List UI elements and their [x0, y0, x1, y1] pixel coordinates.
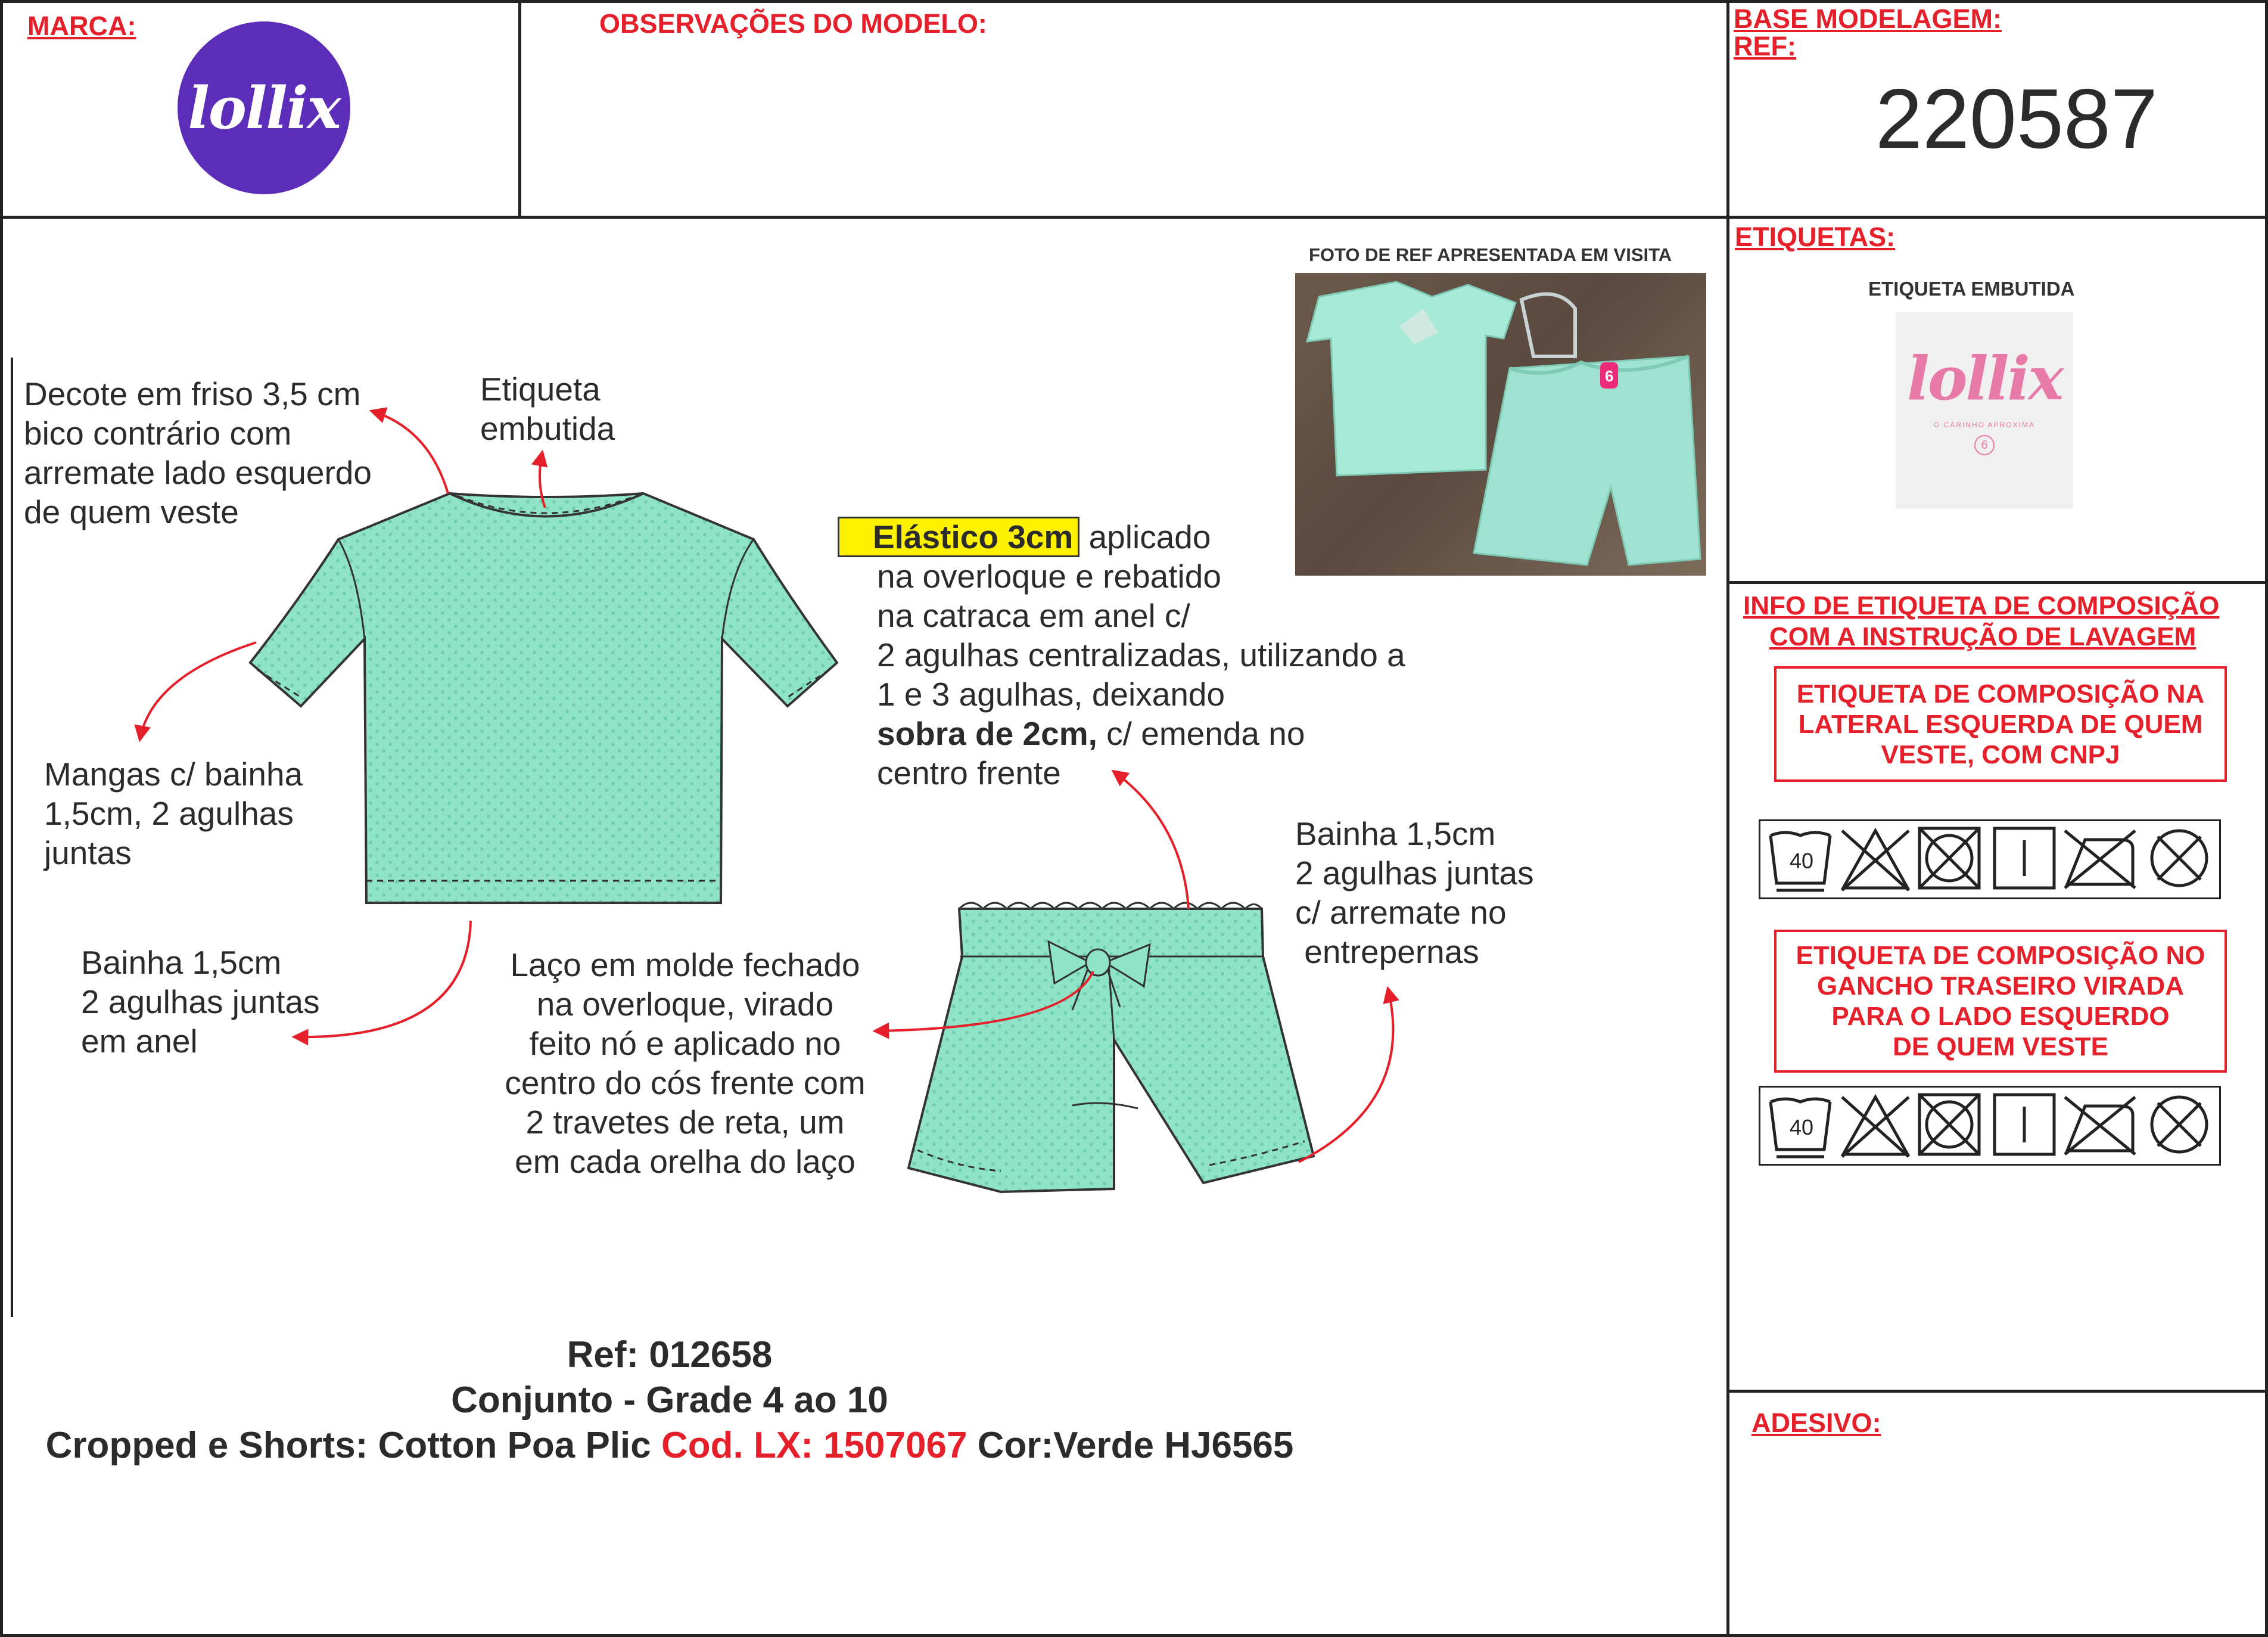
note-shorts-hem-line4: entrepernas	[1295, 933, 1479, 970]
note-bow-line4: centro do cós frente com	[505, 1064, 866, 1101]
note-top-hem	[81, 943, 320, 1061]
note-neckline	[24, 374, 372, 532]
note-top-hem-line1: Bainha 1,5cm	[81, 944, 282, 981]
footer-desc: Cropped e Shorts: Cotton Poa Plic	[45, 1425, 661, 1466]
note-elastic-line5: 1 e 3 agulhas, deixando	[877, 676, 1225, 713]
note-neckline-line1: Decote em friso 3,5 cm	[24, 375, 361, 412]
note-shorts-hem	[1295, 814, 1534, 971]
labels-divider	[1726, 581, 2268, 584]
composition-box-crotch-line2: GANCHO TRASEIRO VIRADA	[1816, 971, 2185, 1001]
composition-box-crotch-line3: PARA O LADO ESQUERDO	[1831, 1002, 2170, 1031]
note-sleeves-line2: 1,5cm, 2 agulhas	[44, 795, 294, 832]
no-iron-icon	[2065, 831, 2135, 888]
composition-box-lateral-line3: VESTE, COM CNPJ	[1881, 740, 2120, 769]
note-shorts-hem-line3: c/ arremate no	[1295, 894, 1507, 931]
label-tagline: O CARINHO APROXIMA	[1933, 421, 2036, 429]
no-dry-clean-icon	[2152, 831, 2207, 886]
note-tag	[480, 369, 615, 448]
wash-temp-text: 40	[1790, 1115, 1814, 1139]
footer-color: Cor:Verde HJ6565	[967, 1425, 1294, 1466]
composition-box-lateral	[1774, 666, 2227, 782]
shorts-drawing	[909, 903, 1314, 1192]
wash-40-icon	[1771, 833, 1830, 890]
note-elastic-last: centro frente	[877, 754, 1061, 791]
brand-label-sample	[1896, 312, 2073, 509]
note-elastic-line3: na catraca em anel c/	[877, 597, 1190, 634]
frame-bottom	[0, 1634, 2268, 1637]
note-bow-line3: feito nó e aplicado no	[529, 1025, 841, 1062]
adhesive-divider	[1726, 1390, 2268, 1393]
no-iron-icon	[2065, 1097, 2135, 1154]
adhesive-title: ADESIVO:	[1751, 1408, 1881, 1438]
note-shorts-hem-line2: 2 agulhas juntas	[1295, 855, 1534, 892]
no-tumble-dry-icon	[1919, 828, 1979, 888]
label-size-badge: 6	[1974, 435, 1995, 455]
label-logo-text: lollix	[1906, 343, 2062, 414]
note-tag-line2: embutida	[480, 410, 615, 447]
brand-label: MARCA:	[27, 11, 136, 41]
note-bow-line2: na overloque, virado	[536, 986, 834, 1023]
elastic-after-bold: c/ emenda no	[1097, 715, 1305, 752]
composition-box-crotch-line1: ETIQUETA DE COMPOSIÇÃO NO	[1796, 941, 2205, 970]
brand-logo-text: lollix	[188, 74, 340, 142]
embedded-label-caption: ETIQUETA EMBUTIDA	[1868, 278, 2075, 300]
note-neckline-line3: arremate lado esquerdo	[24, 454, 372, 491]
composition-box-crotch	[1774, 930, 2227, 1073]
composition-title-line2: COM A INSTRUÇÃO DE LAVAGEM	[1769, 622, 2197, 651]
composition-box-lateral-line2: LATERAL ESQUERDA DE QUEM	[1798, 709, 2203, 739]
note-top-hem-line3: em anel	[81, 1023, 198, 1060]
care-symbols-row-2	[1759, 1086, 2221, 1166]
composition-box-crotch-line4: DE QUEM VESTE	[1893, 1032, 2108, 1061]
note-elastic-line4: 2 agulhas centralizadas, utilizando a	[877, 636, 1405, 673]
elastic-rest: aplicado	[1079, 518, 1211, 555]
ref-label: REF:	[1734, 31, 1796, 61]
note-tag-line1: Etiqueta	[480, 371, 601, 408]
note-bow-line1: Laço em molde fechado	[510, 946, 860, 983]
note-elastic	[873, 517, 1405, 793]
note-neckline-line4: de quem veste	[24, 493, 239, 530]
composition-box-lateral-line1: ETIQUETA DE COMPOSIÇÃO NA	[1796, 679, 2205, 709]
elastic-bold: sobra de 2cm,	[877, 715, 1097, 752]
no-bleach-icon	[1842, 831, 1909, 890]
footer-code: Cod. LX: 1507067	[661, 1425, 967, 1466]
footer	[0, 1332, 1726, 1468]
note-neckline-line2: bico contrário com	[24, 415, 292, 452]
note-top-hem-line2: 2 agulhas juntas	[81, 983, 320, 1020]
no-bleach-icon	[1842, 1097, 1909, 1157]
note-bow-line6: em cada orelha do laço	[515, 1143, 855, 1180]
care-symbols-2	[1763, 1090, 2216, 1161]
note-shorts-hem-line1: Bainha 1,5cm	[1295, 815, 1496, 852]
ref-divider	[1726, 216, 2268, 219]
line-dry-icon	[1995, 828, 2054, 888]
footer-set: Conjunto - Grade 4 ao 10	[451, 1380, 888, 1421]
no-dry-clean-icon	[2152, 1097, 2207, 1152]
base-modelagem-label: BASE MODELAGEM:	[1734, 4, 2002, 34]
no-tumble-dry-icon	[1919, 1095, 1979, 1154]
note-sleeves	[44, 754, 303, 872]
footer-ref: Ref: 012658	[567, 1334, 773, 1375]
care-symbols-1	[1763, 824, 2216, 895]
photo-caption: FOTO DE REF APRESENTADA EM VISITA	[1309, 244, 1672, 265]
note-elastic-line2: na overloque e rebatido	[877, 558, 1221, 595]
wash-temp-text: 40	[1790, 849, 1814, 873]
line-dry-icon	[1995, 1095, 2054, 1154]
observations-label: OBSERVAÇÕES DO MODELO:	[599, 8, 987, 39]
care-symbols-row-1	[1759, 819, 2221, 899]
note-bow	[489, 945, 882, 1181]
composition-title-line1: INFO DE ETIQUETA DE COMPOSIÇÃO	[1743, 591, 2220, 620]
elastic-highlight: Elástico 3cm	[838, 517, 1079, 557]
wash-40-icon	[1771, 1099, 1830, 1157]
note-bow-line5: 2 travetes de reta, um	[525, 1104, 845, 1141]
cropped-top-drawing	[250, 493, 837, 903]
note-sleeves-line3: juntas	[44, 834, 132, 871]
labels-title: ETIQUETAS:	[1735, 222, 1896, 252]
note-sleeves-line1: Mangas c/ bainha	[44, 756, 303, 793]
ref-number: 220587	[1875, 72, 2158, 166]
photo-hang-tag-number: 6	[1605, 367, 1614, 385]
